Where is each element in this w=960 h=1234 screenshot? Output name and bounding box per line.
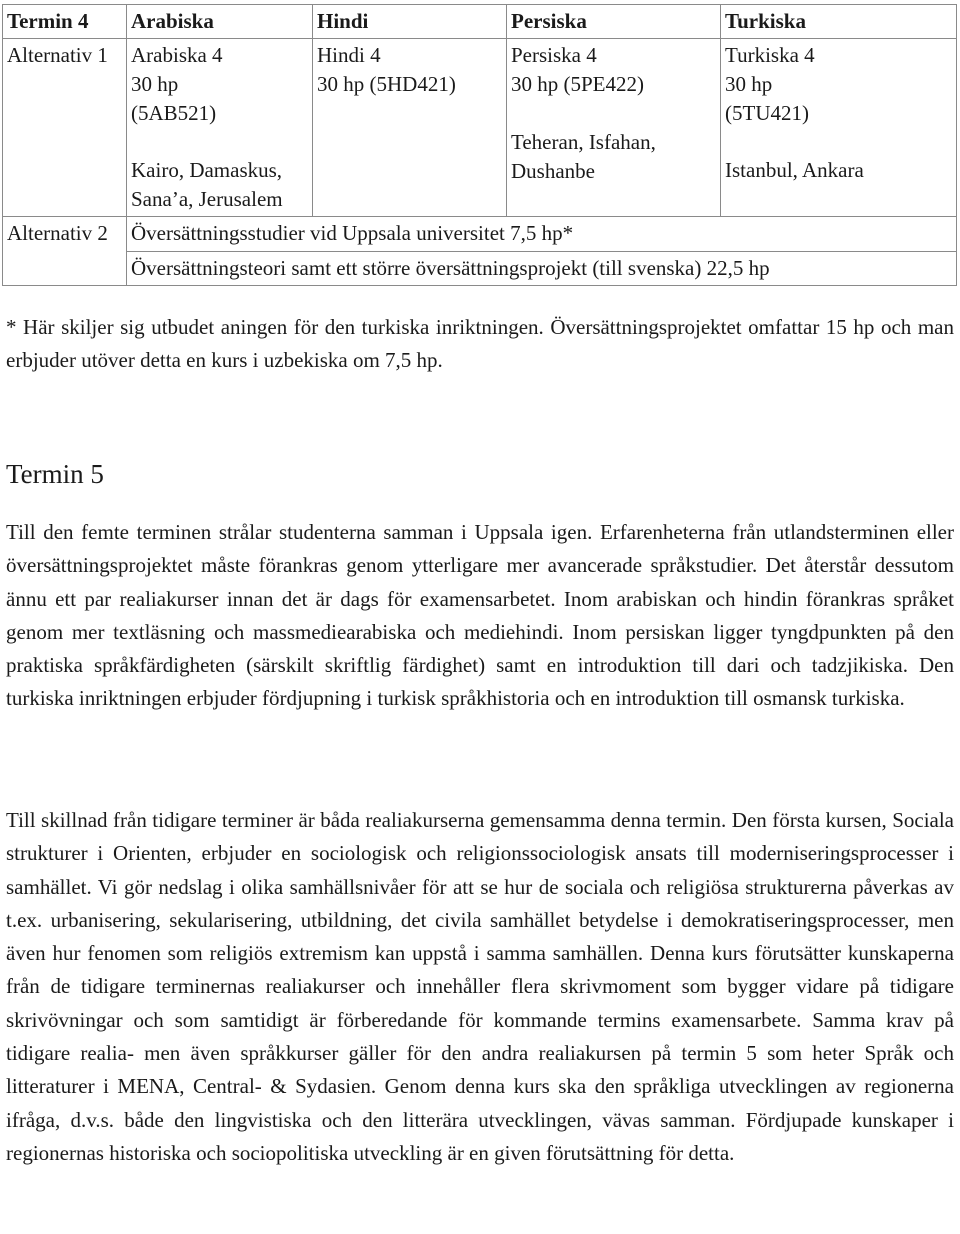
- alt1-arabiska-cell: [127, 39, 313, 217]
- hindi-credits: 30 hp (5HD421): [317, 72, 456, 96]
- alt1-turkiska-cell: [721, 39, 957, 217]
- header-hindi: Hindi: [313, 5, 507, 39]
- paragraph-1: Till den femte terminen strålar studenterna samman i Uppsala igen. Erfarenheterna från utlandsterminen eller översättningsprojektet måste förankras genom ytterligare mer avancerade språkstudier. Det återstår dessutom ännu ett par realiakurser innan det är dags för examensarbetet. Inom arabiskan och hindin förankras språket genom mer textläsning och massmediearabiska och mediehindi. Inom persiskan ligger tyngdpunkten på den praktiska språkfärdigheten (särskilt skriftlig färdighet) samt en introduktion till dari och tadzjikiska. Den turkiska inriktningen erbjuder fördjupning i turkisk språkhistoria och en introduktion till osmansk turkiska.: [6, 520, 954, 711]
- arabiska-code: (5AB521): [131, 101, 217, 125]
- alt2-course-1: Översättningsstudier vid Uppsala universitet 7,5 hp*: [127, 217, 957, 252]
- arabiska-credits: 30 hp: [131, 72, 179, 96]
- turkiska-code: (5TU421): [725, 101, 809, 125]
- persiska-cities-2: Dushanbe: [511, 159, 595, 183]
- persiska-credits: 30 hp (5PE422): [511, 72, 644, 96]
- alt1-label: Alternativ 1: [3, 39, 127, 217]
- hindi-course: Hindi 4: [317, 43, 381, 67]
- alt2-label: Alternativ 2: [3, 217, 127, 286]
- turkiska-cities: Istanbul, Ankara: [725, 158, 864, 182]
- arabiska-cities-1: Kairo, Damaskus,: [131, 158, 283, 182]
- persiska-course: Persiska 4: [511, 43, 597, 67]
- header-turkiska: Turkiska: [721, 5, 957, 39]
- arabiska-course: Arabiska 4: [131, 43, 223, 67]
- table-row-alt2-b: [3, 252, 957, 286]
- alt1-persiska-cell: [507, 39, 721, 217]
- course-table: [2, 4, 957, 286]
- header-persiska: Persiska: [507, 5, 721, 39]
- persiska-cities-1: Teheran, Isfahan,: [511, 130, 656, 154]
- section-heading: Termin 5: [6, 459, 104, 489]
- alt2-course-2: Översättningsteori samt ett större översättningsprojekt (till svenska) 22,5 hp: [127, 252, 957, 286]
- arabiska-cities-2: Sana’a, Jerusalem: [131, 187, 283, 211]
- turkiska-course: Turkiska 4: [725, 43, 815, 67]
- turkiska-credits: 30 hp: [725, 72, 773, 96]
- header-arabiska: Arabiska: [127, 5, 313, 39]
- table-header-row: [3, 5, 957, 39]
- footnote: * Här skiljer sig utbudet aningen för den turkiska inriktningen. Översättningsprojektet omfattar 15 hp och man erbjuder utöver detta en kurs i uzbekiska om 7,5 hp.: [6, 315, 954, 372]
- table-row-alt2: [3, 217, 957, 252]
- header-termin: Termin 4: [3, 5, 127, 39]
- alt1-hindi-cell: [313, 39, 507, 217]
- paragraph-2: Till skillnad från tidigare terminer är båda realiakurserna gemensamma denna termin. Den första kursen, Sociala strukturer i Orienten, erbjuder en sociologisk och religionssociologisk ansats till moderniseringsprocesser i samhället. Vi gör nedslag i olika samhällsnivåer för att se hur de sociala och religiösa strukturerna påverkas av t.ex. urbanisering, sekularisering, utbildning, det civila samhället betydelse i demokratiseringsprocesser, men även hur fenomen som religiös extremism kan uppstå i samma samhällen. Denna kurs förutsätter kunskaperna från de tidigare terminernas realiakurser och innehåller flera skrivmoment som bygger vidare på tidigare skrivövningar och som samtidigt är förberedande för kommande termins examensarbete. Samma krav på tidigare realia- men även språkkurser gäller för den andra realiakursen på termin 5 som heter Språk och litteraturer i MENA, Central- & Sydasien. Genom denna kurs ska den språkliga utvecklingen av regionerna ifråga, d.v.s. både den lingvistiska och den litterära utvecklingen, vävas samman. Fördjupade kunskaper i regionernas historiska och sociopolitiska utveckling är en given förutsättning för detta.: [6, 808, 954, 1165]
- table-row-alt1: [3, 39, 957, 217]
